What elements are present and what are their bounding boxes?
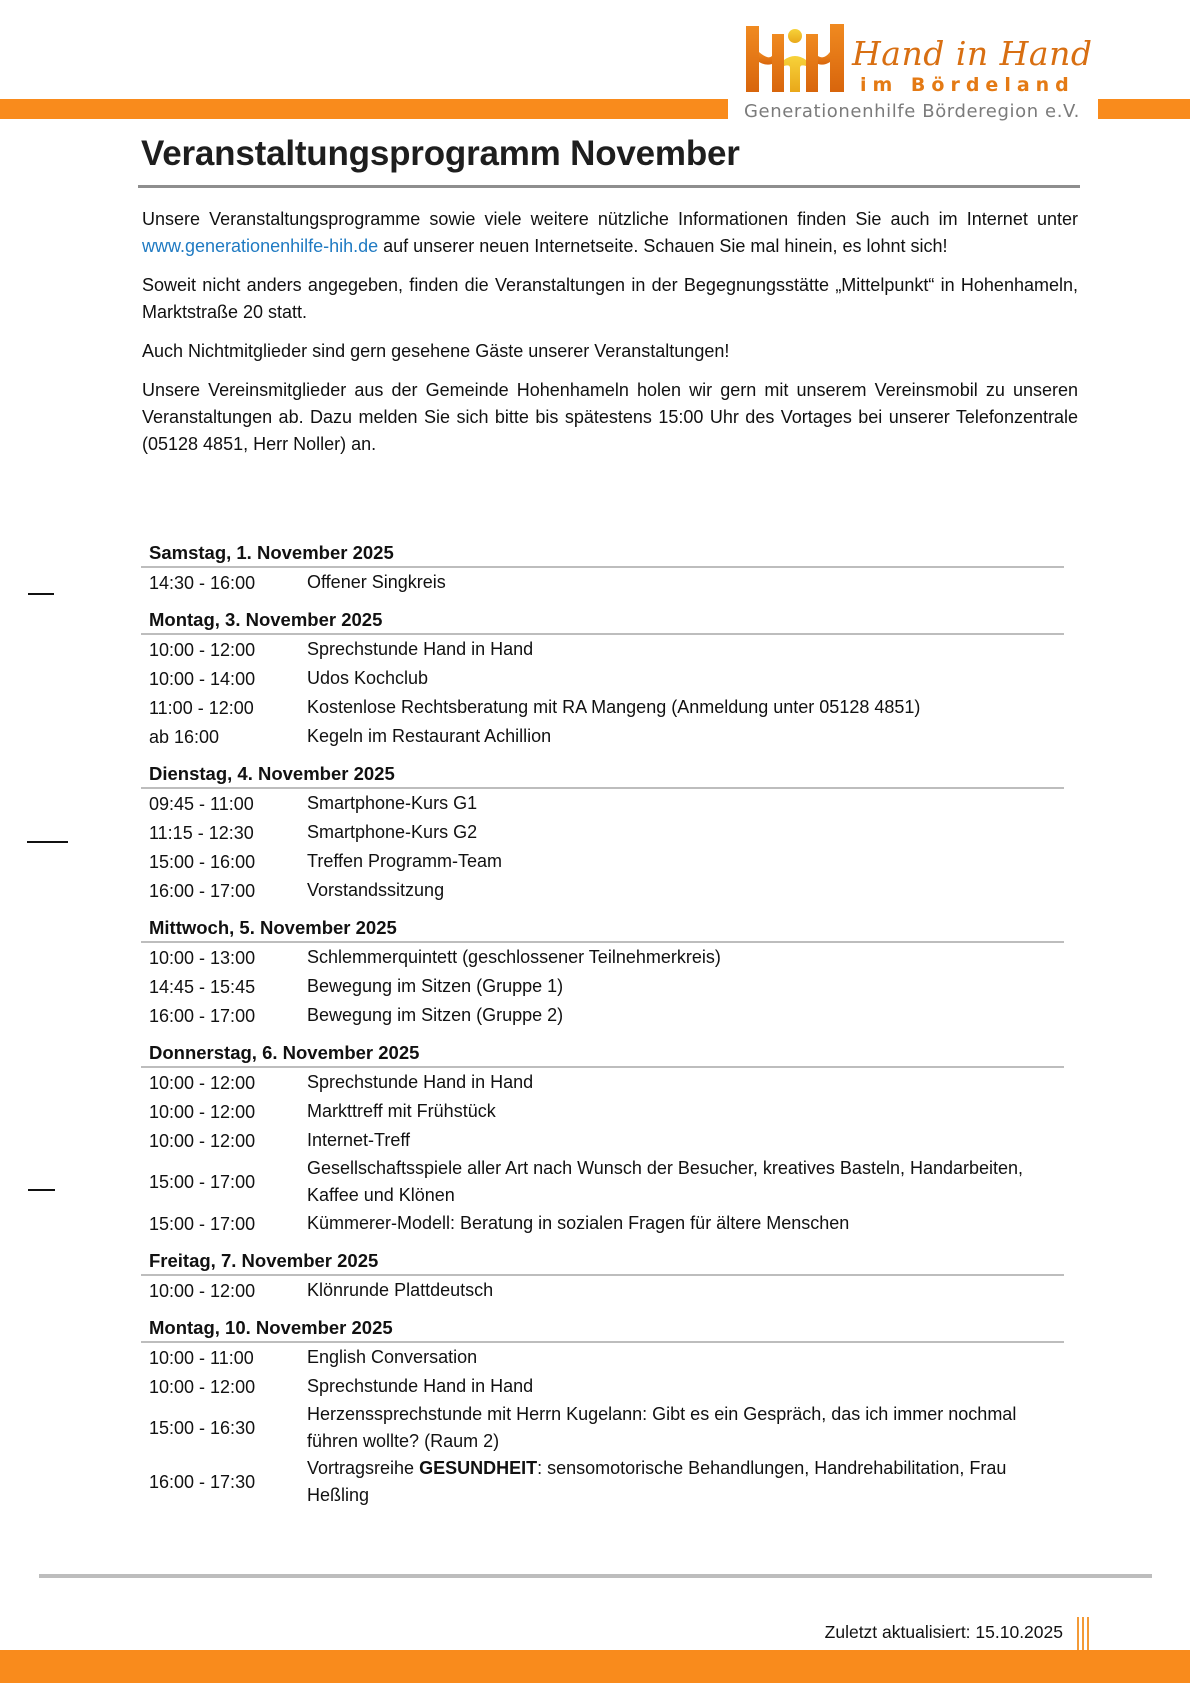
- event-time: ab 16:00: [149, 726, 220, 747]
- accent-line: [1087, 1617, 1089, 1651]
- event-description: Sprechstunde Hand in Hand: [307, 1072, 534, 1092]
- event-time: 11:15 - 12:30: [149, 822, 254, 843]
- event-row: [141, 1401, 1064, 1455]
- event-time: 15:00 - 16:00: [149, 851, 256, 872]
- accent-line: [1077, 1617, 1079, 1651]
- event-row: [141, 664, 1064, 693]
- event-description: Klönrunde Plattdeutsch: [307, 1280, 494, 1300]
- event-row: [141, 1126, 1064, 1155]
- event-time: 15:00 - 17:00: [149, 1213, 256, 1234]
- event-time: 10:00 - 12:00: [149, 1376, 256, 1397]
- event-description: Bewegung im Sitzen (Gruppe 2): [307, 1005, 564, 1025]
- event-description: Herzenssprechstunde mit Herrn Kugelann: Gibt es ein Gespräch, das ich immer nochmal führen wollte? (Raum 2): [307, 1404, 1017, 1451]
- website-link[interactable]: www.generationenhilfe-hih.de: [142, 236, 379, 256]
- day-section: [141, 1040, 1064, 1238]
- event-description: Internet-Treff: [307, 1130, 411, 1150]
- day-section: [141, 1248, 1064, 1305]
- event-description: Schlemmerquintett (geschlossener Teilnehmerkreis): [307, 947, 721, 967]
- event-row: [141, 876, 1064, 905]
- event-row: [141, 789, 1064, 818]
- event-row: [141, 847, 1064, 876]
- fold-mark: [28, 593, 54, 595]
- day-heading: Samstag, 1. November 2025: [141, 540, 1064, 568]
- event-description-text: Vortragsreihe: [307, 1458, 420, 1478]
- event-row: [141, 1276, 1064, 1305]
- intro-paragraph-1: [142, 206, 1078, 260]
- event-description: Treffen Programm-Team: [307, 851, 503, 871]
- day-heading: Mittwoch, 5. November 2025: [141, 915, 1064, 943]
- event-row: [141, 943, 1064, 972]
- footer-accent-lines: [1077, 1617, 1091, 1651]
- event-description-text: : sensomotorische Behandlungen, Handrehabilitation, Frau Heßling: [307, 1458, 1007, 1505]
- event-time: 11:00 - 12:00: [149, 697, 254, 718]
- event-row: [141, 1209, 1064, 1238]
- event-row: [141, 1097, 1064, 1126]
- day-heading: Freitag, 7. November 2025: [141, 1248, 1064, 1276]
- event-description: Offener Singkreis: [307, 572, 446, 592]
- day-heading: Donnerstag, 6. November 2025: [141, 1040, 1064, 1068]
- header-orange-bar-right: [1098, 99, 1190, 119]
- intro-text: [142, 206, 1078, 470]
- event-description: Smartphone-Kurs G1: [307, 793, 478, 813]
- event-row: [141, 1343, 1064, 1372]
- event-row: [141, 635, 1064, 664]
- intro-p1-text: Unsere Veranstaltungsprogramme sowie viele weitere nützliche Informationen finden Sie auch im Internet unter: [142, 209, 1078, 229]
- logo-organization: Generationenhilfe Börderegion e.V.: [744, 101, 1080, 122]
- logo: [744, 22, 1093, 122]
- logo-subtitle: im Bördeland: [860, 74, 1075, 96]
- event-row: [141, 722, 1064, 751]
- footer-orange-bar: [0, 1650, 1190, 1683]
- event-description: Kostenlose Rechtsberatung mit RA Mangeng (Anmeldung unter 05128 4851): [307, 697, 921, 717]
- event-time: 16:00 - 17:00: [149, 880, 256, 901]
- event-time: 10:00 - 12:00: [149, 1280, 256, 1301]
- event-time: 14:45 - 15:45: [149, 976, 256, 997]
- day-heading: Montag, 3. November 2025: [141, 607, 1064, 635]
- last-updated: Zuletzt aktualisiert: 15.10.2025: [824, 1622, 1063, 1642]
- event-time: 10:00 - 12:00: [149, 1101, 256, 1122]
- event-time: 10:00 - 12:00: [149, 639, 256, 660]
- title-divider: [138, 185, 1080, 188]
- event-description: Kegeln im Restaurant Achillion: [307, 726, 552, 746]
- event-time: 15:00 - 17:00: [149, 1172, 256, 1192]
- event-time: 10:00 - 14:00: [149, 668, 256, 689]
- event-description: Sprechstunde Hand in Hand: [307, 639, 534, 659]
- event-time: 14:30 - 16:00: [149, 572, 256, 593]
- event-row: [141, 818, 1064, 847]
- day-heading: Dienstag, 4. November 2025: [141, 761, 1064, 789]
- footer-divider: [39, 1574, 1152, 1578]
- intro-paragraph-2: Soweit nicht anders angegeben, finden die Veranstaltungen in der Begegnungsstätte „Mittelpunkt“ in Hohenhameln, Marktstraße 20 statt.: [142, 275, 1078, 322]
- event-time: 16:00 - 17:30: [149, 1472, 256, 1492]
- day-section: [141, 540, 1064, 597]
- event-description: [307, 1455, 1064, 1509]
- event-row: [141, 693, 1064, 722]
- accent-line: [1082, 1617, 1084, 1651]
- event-description: Vorstandssitzung: [307, 880, 445, 900]
- event-row: [141, 568, 1064, 597]
- event-time: 09:45 - 11:00: [149, 793, 254, 814]
- intro-paragraph-4: Unsere Vereinsmitglieder aus der Gemeinde Hohenhameln holen wir gern mit unserem Vereinsmobil zu unseren Veranstaltungen ab. Dazu melden Sie sich bitte bis spätestens 15:00 Uhr des Vortages bei unserer Telefonzentrale (05128 4851, Herr Noller) an.: [142, 380, 1078, 454]
- event-description: Udos Kochclub: [307, 668, 429, 688]
- day-section: [141, 1315, 1064, 1509]
- fold-mark: [28, 1189, 55, 1191]
- event-row: [141, 972, 1064, 1001]
- event-description: Gesellschaftsspiele aller Art nach Wunsch der Besucher, kreatives Basteln, Handarbeiten, Kaffee und Klönen: [307, 1158, 1024, 1205]
- event-time: 10:00 - 12:00: [149, 1072, 256, 1093]
- day-section: [141, 607, 1064, 751]
- event-row: [141, 1155, 1064, 1209]
- day-section: [141, 915, 1064, 1030]
- punch-mark: [27, 841, 68, 843]
- event-description: Kümmerer-Modell: Beratung in sozialen Fragen für ältere Menschen: [307, 1213, 850, 1233]
- event-description: Markttreff mit Frühstück: [307, 1101, 496, 1121]
- event-time: 10:00 - 13:00: [149, 947, 256, 968]
- event-description: Bewegung im Sitzen (Gruppe 1): [307, 976, 564, 996]
- event-description: Smartphone-Kurs G2: [307, 822, 478, 842]
- header-orange-bar-left: [0, 99, 728, 119]
- event-time: 10:00 - 12:00: [149, 1130, 256, 1151]
- event-description: English Conversation: [307, 1347, 478, 1367]
- event-row: [141, 1068, 1064, 1097]
- page-title: Veranstaltungsprogramm November: [141, 134, 740, 173]
- event-description-emphasis: GESUNDHEIT: [419, 1458, 538, 1478]
- intro-paragraph-3: Auch Nichtmitglieder sind gern gesehene Gäste unserer Veranstaltungen!: [142, 341, 730, 361]
- event-time: 16:00 - 17:00: [149, 1005, 256, 1026]
- logo-script-text: Hand in Hand: [852, 34, 1093, 73]
- event-row: [141, 1455, 1064, 1509]
- event-time: 15:00 - 16:30: [149, 1418, 256, 1438]
- event-row: [141, 1372, 1064, 1401]
- event-time: 10:00 - 11:00: [149, 1347, 254, 1368]
- event-description: Sprechstunde Hand in Hand: [307, 1376, 534, 1396]
- hih-logo-icon: [744, 22, 848, 94]
- event-row: [141, 1001, 1064, 1030]
- intro-p1-text-after: auf unserer neuen Internetseite. Schauen Sie mal hinein, es lohnt sich!: [378, 236, 948, 256]
- day-section: [141, 761, 1064, 905]
- day-heading: Montag, 10. November 2025: [141, 1315, 1064, 1343]
- event-schedule: [141, 540, 1064, 1519]
